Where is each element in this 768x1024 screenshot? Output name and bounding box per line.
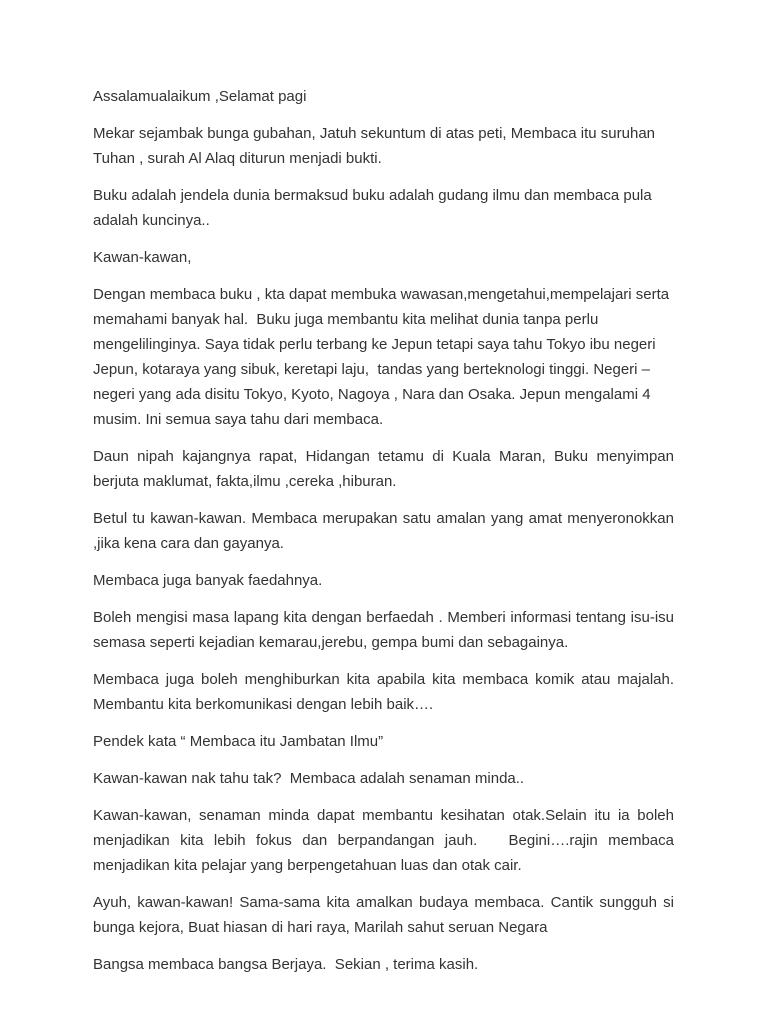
paragraph-11: Pendek kata “ Membaca itu Jambatan Ilmu” [93,733,384,750]
paragraph-3: Buku adalah jendela dunia bermaksud buku adalah gudang ilmu dan membaca pula adalah kuncinya.. [93,187,656,229]
paragraph-15: Bangsa membaca bangsa Berjaya. Sekian , terima kasih. [93,956,479,973]
paragraph-10: Membaca juga boleh menghiburkan kita apabila kita membaca komik atau majalah. Membantu kita berkomunikasi dengan lebih baik…. [93,671,679,713]
paragraph-1: Assalamualaikum ,Selamat pagi [93,88,307,105]
paragraph-13: Kawan-kawan, senaman minda dapat membantu kesihatan otak.Selain itu ia boleh menjadikan kita lebih fokus dan berpandangan jauh. Begini….rajin membaca menjadikan kita pelajar yang berpengetahuan luas dan otak cair. [93,807,679,874]
document-body [93,84,679,989]
paragraph-5: Dengan membaca buku , kta dapat membuka wawasan,mengetahui,mempelajari serta memahami banyak hal. Buku juga membantu kita melihat dunia tanpa perlu mengelilinginya. Saya tidak perlu terbang ke Jepun tetapi saya tahu Tokyo ibu negeri Jepun, kotaraya yang sibuk, keretapi laju, tandas yang berteknologi tinggi. Negeri –negeri yang ada disitu Tokyo, Kyoto, Nagoya , Nara dan Osaka. Jepun mengalami 4 musim. Ini semua saya tahu dari membaca. [93,286,674,428]
paragraph-2: Mekar sejambak bunga gubahan, Jatuh sekuntum di atas peti, Membaca itu suruhan Tuhan , surah Al Alaq diturun menjadi bukti. [93,125,659,167]
paragraph-14: Ayuh, kawan-kawan! Sama-sama kita amalkan budaya membaca. Cantik sungguh si bunga kejora, Buat hiasan di hari raya, Marilah sahut seruan Negara [93,894,679,936]
paragraph-6: Daun nipah kajangnya rapat, Hidangan tetamu di Kuala Maran, Buku menyimpan berjuta maklumat, fakta,ilmu ,cereka ,hiburan. [93,448,679,490]
paragraph-7: Betul tu kawan-kawan. Membaca merupakan satu amalan yang amat menyeronokkan ,jika kena cara dan gayanya. [93,510,679,552]
paragraph-8: Membaca juga banyak faedahnya. [93,572,323,589]
paragraph-9: Boleh mengisi masa lapang kita dengan berfaedah . Memberi informasi tentang isu-isu semasa seperti kejadian kemarau,jerebu, gempa bumi dan sebagainya. [93,609,679,651]
paragraph-4: Kawan-kawan, [93,249,192,266]
paragraph-12: Kawan-kawan nak tahu tak? Membaca adalah senaman minda.. [93,770,525,787]
